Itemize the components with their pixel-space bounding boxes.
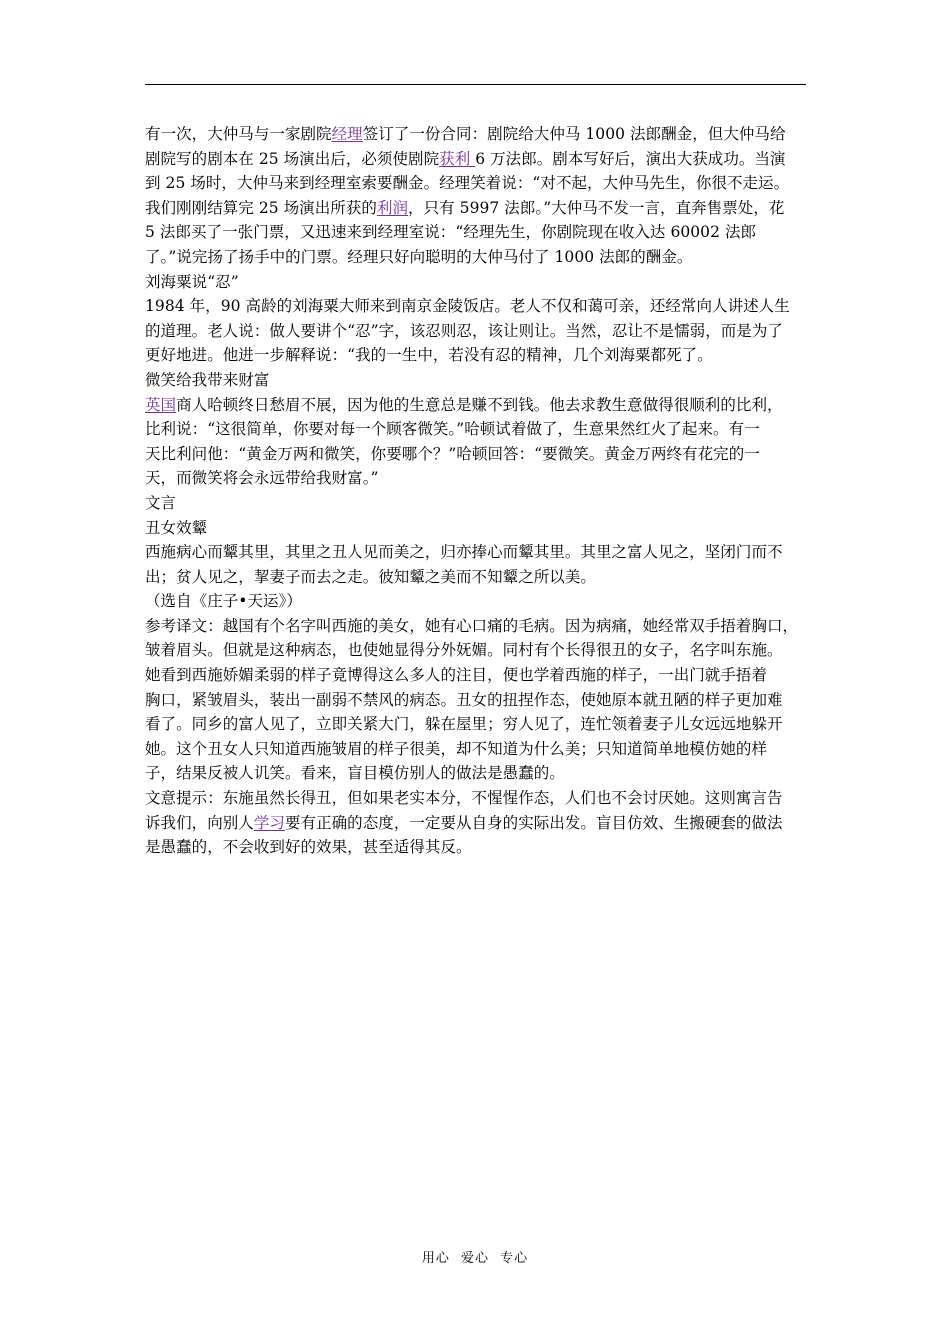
text-run: 要有正确的态度，一定要从自身的实际出发。盲目仿效、生搬硬套的做法: [284, 813, 783, 832]
text-line: 天比利问他：“黄金万两和微笑，你要哪个？”哈顿回答：“要微笑。黄金万两终有花完的一: [145, 444, 760, 463]
section-heading-smile: [145, 368, 815, 393]
heading-text: 文言: [145, 493, 177, 512]
text-run: 剧院写的剧本在 25 场演出后，必须使剧院: [145, 149, 440, 168]
text-line: 了。”说完扬了扬手中的门票。经理只好向聪明的大仲马付了 1000 法郎的酬金。: [145, 247, 693, 266]
text-line: 子，结果反被人讥笑。看来，盲目模仿别人的做法是愚蠢的。: [145, 764, 565, 783]
text-line: 到 25 场时，大仲马来到经理室索要酬金。经理笑着说：“对不起，大仲马先生，你很不走运。: [145, 174, 790, 193]
text-line: 她。这个丑女人只知道西施皱眉的样子很美，却不知道为什么美；只知道简单地模仿她的样: [145, 739, 768, 758]
text-line: [145, 147, 815, 172]
dumas-story-paragraph: [145, 122, 815, 270]
translation-paragraph: [145, 614, 815, 786]
text-run: 诉我们，向别人: [145, 813, 254, 832]
text-line: 更好地进。他进一步解释说：“我的一生中，若没有忍的精神，几个刘海粟都死了。: [145, 346, 713, 365]
section-heading-wenyan: [145, 491, 815, 516]
footer-text: 专心: [500, 1251, 529, 1266]
liu-haisu-paragraph: [145, 294, 815, 368]
link-profit[interactable]: 获利: [439, 149, 476, 168]
text-line: 的道理。老人说：做人要讲个“忍”字，该忍则忍，该让则让。当然，忍让不是懦弱，而是为了: [145, 321, 783, 340]
text-line: [145, 393, 815, 418]
text-run: 有一次，大仲马与一家剧院: [145, 125, 332, 143]
smile-wealth-paragraph: [145, 393, 815, 491]
page-footer: [0, 1247, 950, 1266]
text-line: 看了。同乡的富人见了，立即关紧大门，躲在屋里；穷人见了，连忙领着妻子儿女远远地躲开: [145, 715, 783, 734]
heading-text: 丑女效颦: [145, 518, 208, 537]
citation-text: （选自《庄子•天运》）: [145, 592, 302, 611]
section-heading-ren: [145, 270, 815, 295]
text-line: 出；贫人见之，挈妻子而去之走。彼知颦之美而不知颦之所以美。: [145, 567, 596, 586]
moral-paragraph: [145, 786, 815, 860]
heading-text: 刘海粟说“忍”: [145, 272, 239, 291]
text-run: ，只有 5997 法郎。”大仲马不发一言，直奔售票处，花: [408, 198, 785, 217]
text-line: 文意提示：东施虽然长得丑，但如果老实本分，不惺惺作态，人们也不会讨厌她。这则寓言告: [145, 789, 783, 808]
source-citation: [145, 589, 815, 614]
link-manager[interactable]: 经理: [331, 125, 363, 143]
text-line: 胸口，紧皱眉头，装出一副弱不禁风的病态。丑女的扭捏作态，使她原本就丑陋的样子更加难: [145, 690, 783, 709]
text-run: 签订了一份合同：剧院给大仲马 1000 法郎酬金，但大仲马给: [362, 125, 786, 143]
text-line: 西施病心而颦其里，其里之丑人见而美之，归亦捧心而颦其里。其里之富人见之，坚闭门而不: [145, 543, 783, 562]
header-rule: [145, 84, 806, 85]
story-title: [145, 516, 815, 541]
text-line: 1984 年，90 高龄的刘海粟大师来到南京金陵饭店。老人不仅和蔼可亲，还经常向人讲述人生: [145, 297, 790, 316]
text-line: [145, 122, 815, 147]
text-run: 商人哈顿终日愁眉不展，因为他的生意总是赚不到钱。他去求教生意做得很顺利的比利，: [176, 395, 783, 414]
link-earnings[interactable]: 利润: [376, 198, 409, 217]
text-line: 参考译文：越国有个名字叫西施的美女，她有心口痛的毛病。因为病痛，她经常双手捂着胸口，: [145, 616, 799, 635]
text-line: [145, 811, 815, 836]
text-run: 我们刚刚结算完 25 场演出所获的: [145, 198, 377, 217]
text-line: 天，而微笑将会永远带给我财富。”: [145, 469, 379, 488]
link-britain[interactable]: 英国: [145, 395, 177, 414]
text-line: 她看到西施娇媚柔弱的样子竟博得这么多人的注目，便也学着西施的样子，一出门就手捂着: [145, 666, 768, 685]
footer-text: 用心: [421, 1251, 450, 1266]
text-line: 比利说：“这很简单，你要对每一个顾客微笑。”哈顿试着做了，生意果然红火了起来。有一: [145, 420, 760, 439]
text-line: 5 法郎买了一张门票，又迅速来到经理室说：“经理先生，你剧院现在收入达 60002 法郎: [145, 223, 757, 242]
heading-text: 微笑给我带来财富: [145, 370, 270, 389]
text-run: 6 万法郎。剧本写好后，演出大获成功。当演: [475, 149, 786, 168]
link-study[interactable]: 学习: [253, 813, 285, 832]
footer-text: 爱心: [460, 1251, 489, 1266]
document-body: [145, 122, 815, 860]
text-line: 皱着眉头。但就是这种病态，也使她显得分外妩媚。同村有个长得很丑的女子，名字叫东施。: [145, 641, 783, 660]
text-line: 是愚蠢的，不会收到好的效果，甚至适得其反。: [145, 838, 472, 857]
text-line: [145, 196, 815, 221]
classical-text-paragraph: [145, 540, 815, 589]
